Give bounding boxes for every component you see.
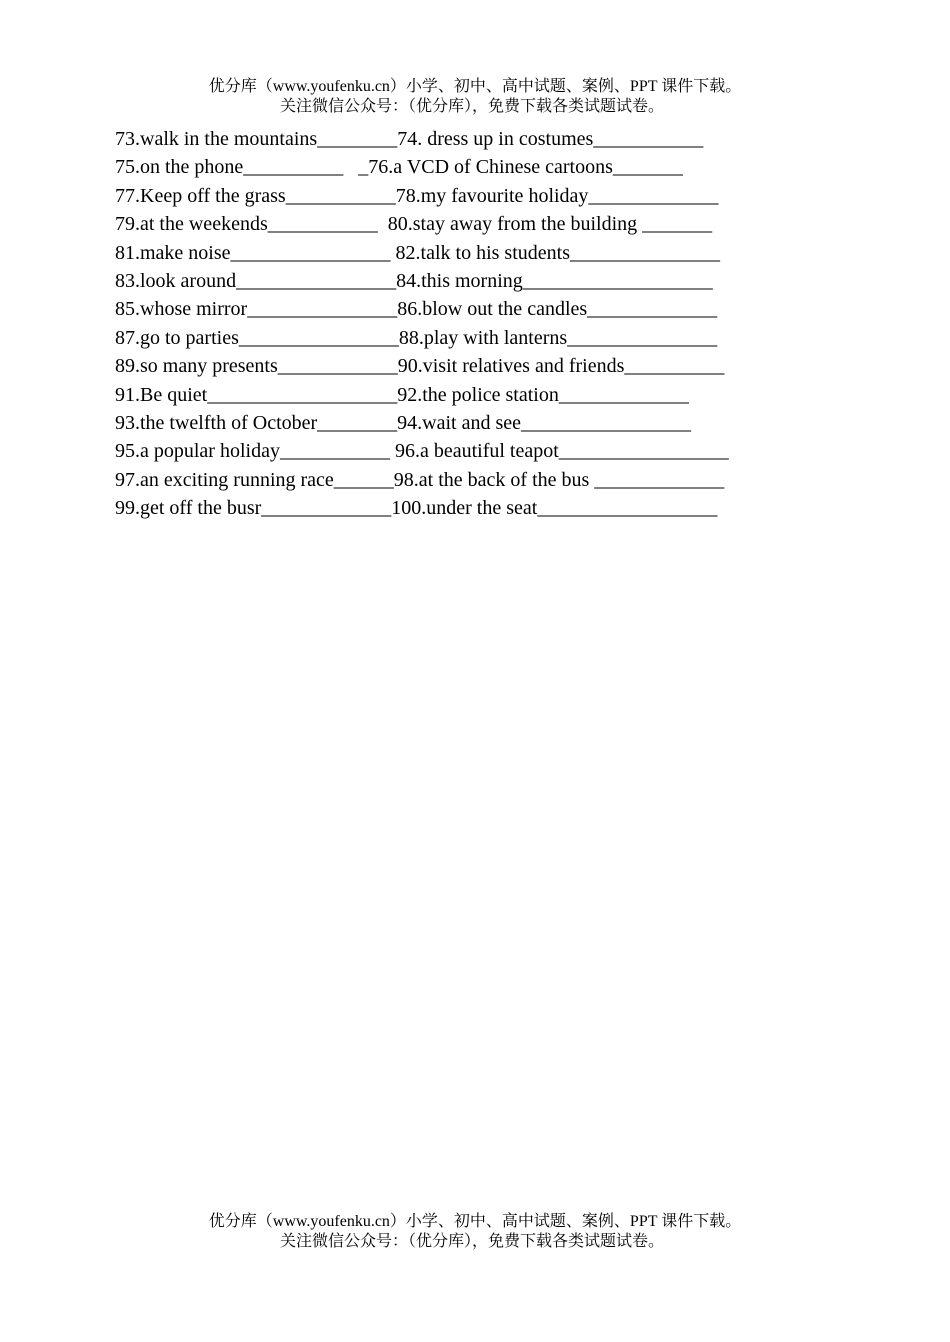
page-footer (0, 1212, 950, 1252)
exercise-row-83-84: 83.look around________________84.this morning___________________ (115, 269, 713, 292)
exercise-row-93-94: 93.the twelfth of October________94.wait and see_________________ (115, 411, 692, 434)
exercise-row-99-100: 99.get off the busr_____________100.under the seat__________________ (115, 497, 718, 520)
exercise-row-91-92: 91.Be quiet___________________92.the police station_____________ (115, 383, 689, 406)
page-header (0, 77, 950, 117)
footer-line-1: 优分库（www.youfenku.cn）小学、初中、高中试题、案例、PPT 课件下载。 (208, 1213, 742, 1230)
footer-line-2: 关注微信公众号：（优分库），免费下载各类试题试卷。 (279, 1233, 664, 1250)
exercise-row-79-80: 79.at the weekends___________ 80.stay away from the building _______ (115, 213, 713, 236)
header-line-2: 关注微信公众号：（优分库），免费下载各类试题试卷。 (279, 98, 664, 115)
exercise-row-77-78: 77.Keep off the grass___________78.my favourite holiday_____________ (115, 184, 719, 207)
exercise-row-81-82: 81.make noise________________ 82.talk to his students_______________ (115, 241, 720, 264)
exercise-row-75-76: 75.on the phone__________ _76.a VCD of Chinese cartoons_______ (115, 156, 683, 179)
exercise-row-89-90: 89.so many presents____________90.visit relatives and friends__________ (115, 355, 725, 378)
exercise-row-87-88: 87.go to parties________________88.play with lanterns_______________ (115, 326, 718, 349)
header-line-1: 优分库（www.youfenku.cn）小学、初中、高中试题、案例、PPT 课件下载。 (208, 78, 742, 95)
exercise-row-73-74: 73.walk in the mountains________74. dress up in costumes___________ (115, 128, 704, 150)
exercise-row-97-98: 97.an exciting running race______98.at the back of the bus _____________ (115, 468, 725, 491)
exercise-row-95-96: 95.a popular holiday___________ 96.a beautiful teapot_________________ (115, 440, 729, 463)
exercise-list (115, 125, 815, 522)
exercise-row-85-86: 85.whose mirror_______________86.blow out the candles_____________ (115, 298, 718, 321)
